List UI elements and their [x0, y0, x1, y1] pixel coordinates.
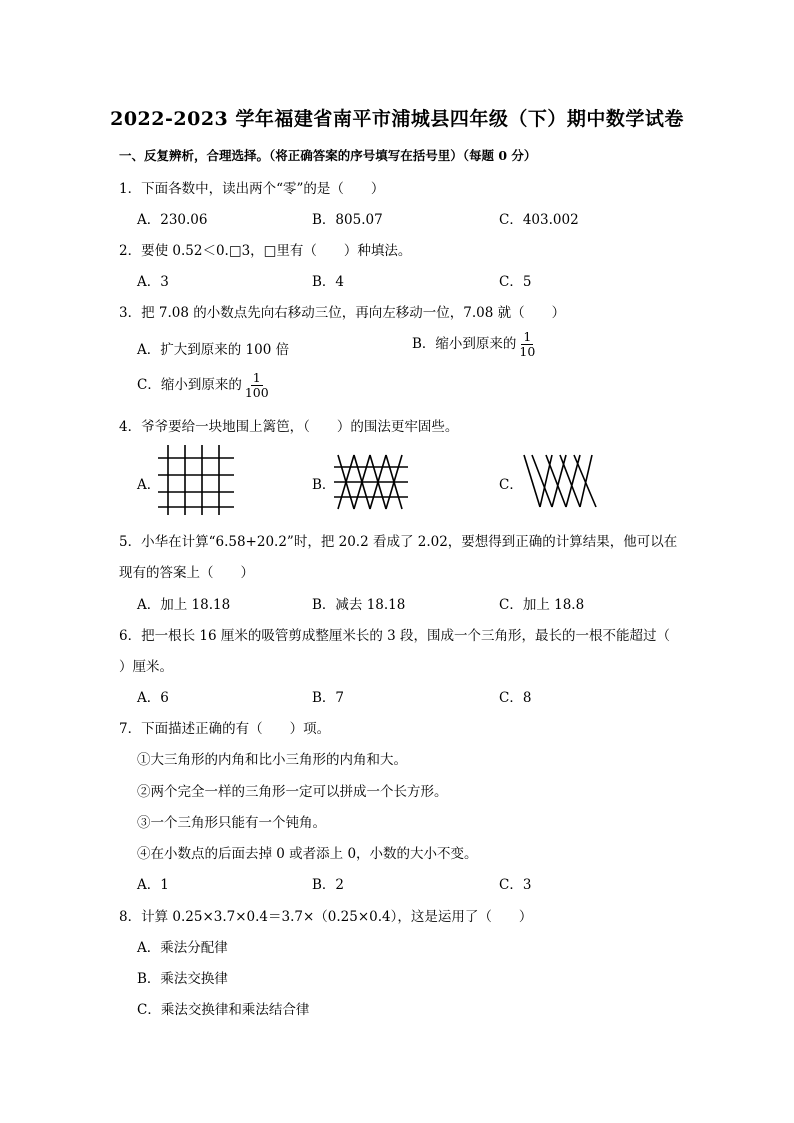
- question-4-option-a: A．: [137, 477, 161, 493]
- question-8-option-a: A．乘法分配律: [137, 940, 228, 956]
- question-6-option-c: C．8: [499, 690, 532, 706]
- question-7-option-b: B．2: [312, 877, 345, 893]
- question-1-option-b: B．805.07: [312, 212, 383, 228]
- question-5-option-a: A．加上 18.18: [137, 597, 231, 613]
- page-title: 2022-2023 学年福建省南平市浦城县四年级（下）期中数学试卷: [110, 108, 684, 130]
- question-3-option-b-text: B．缩小到原来的: [412, 336, 517, 352]
- fraction-denominator: 10: [519, 344, 536, 359]
- question-8-option-b: B．乘法交换律: [137, 971, 228, 987]
- question-6-stem-line-2: ）厘米。: [119, 659, 173, 675]
- question-7-option-c: C．3: [499, 877, 532, 893]
- question-3-option-c-text: C．缩小到原来的: [137, 377, 242, 393]
- question-4-stem: 4．爷爷要给一块地围上篱笆，（ ）的围法更牢固些。: [119, 419, 459, 435]
- question-6-option-b: B．7: [312, 690, 345, 706]
- question-1-option-c: C．403.002: [499, 212, 579, 228]
- question-4-option-b: B．: [312, 477, 336, 493]
- question-7-statement-1: ①大三角形的内角和比小三角形的内角和大。: [137, 752, 407, 768]
- fraction-numerator: 1: [252, 370, 261, 385]
- question-2-option-a: A．3: [137, 274, 169, 290]
- question-2-stem: 2．要使 0.52＜0.□3，□里有（ ）种填法。: [119, 243, 412, 259]
- question-5-stem-line-2: 现有的答案上（ ）: [119, 565, 254, 581]
- question-7-statement-4: ④在小数点的后面去掉 0 或者添上 0，小数的大小不变。: [137, 846, 478, 862]
- question-3-option-b: [412, 330, 537, 359]
- fence-grid-figure: [158, 445, 234, 515]
- fraction-denominator: 100: [244, 385, 269, 400]
- question-6-option-a: A．6: [137, 690, 169, 706]
- question-1-option-a: A．230.06: [137, 212, 208, 228]
- question-6-stem-line-1: 6．把一根长 16 厘米的吸管剪成整厘米长的 3 段，围成一个三角形，最长的一根不能超过（: [119, 628, 671, 644]
- section-heading: 一、反复辨析，合理选择。（将正确答案的序号填写在括号里）（每题 0 分）: [119, 148, 537, 163]
- question-3-option-a: A．扩大到原来的 100 倍: [137, 342, 290, 358]
- question-5-option-b: B．减去 18.18: [312, 597, 406, 613]
- question-3-stem: 3．把 7.08 的小数点先向右移动三位，再向左移动一位，7.08 就（ ）: [119, 305, 566, 321]
- question-8-stem: 8．计算 0.25×3.7×0.4＝3.7×（0.25×0.4），这是运用了（ ）: [119, 909, 533, 925]
- question-7-statement-2: ②两个完全一样的三角形一定可以拼成一个长方形。: [137, 784, 448, 800]
- question-4-option-c: C．: [499, 477, 523, 493]
- question-7-stem: 7．下面描述正确的有（ ）项。: [119, 721, 331, 737]
- fence-zigzag-figure: [522, 453, 598, 509]
- question-7-statement-3: ③一个三角形只能有一个钝角。: [137, 815, 326, 831]
- question-5-stem-line-1: 5．小华在计算“6.58+20.2”时，把 20.2 看成了 2.02，要想得到正确的计算结果，他可以在: [119, 534, 678, 550]
- question-3-option-c: [137, 371, 271, 400]
- question-7-option-a: A．1: [137, 877, 169, 893]
- question-2-option-b: B．4: [312, 274, 345, 290]
- fraction-one-tenth: [517, 330, 537, 359]
- question-2-option-c: C．5: [499, 274, 532, 290]
- question-5-option-c: C．加上 18.8: [499, 597, 585, 613]
- fence-triangle-figure: [334, 453, 408, 511]
- question-8-option-c: C．乘法交换律和乘法结合律: [137, 1002, 310, 1018]
- fraction-one-hundredth: [243, 371, 271, 400]
- fraction-numerator: 1: [523, 329, 532, 344]
- question-1-stem: 1．下面各数中，读出两个“零”的是（ ）: [119, 181, 385, 197]
